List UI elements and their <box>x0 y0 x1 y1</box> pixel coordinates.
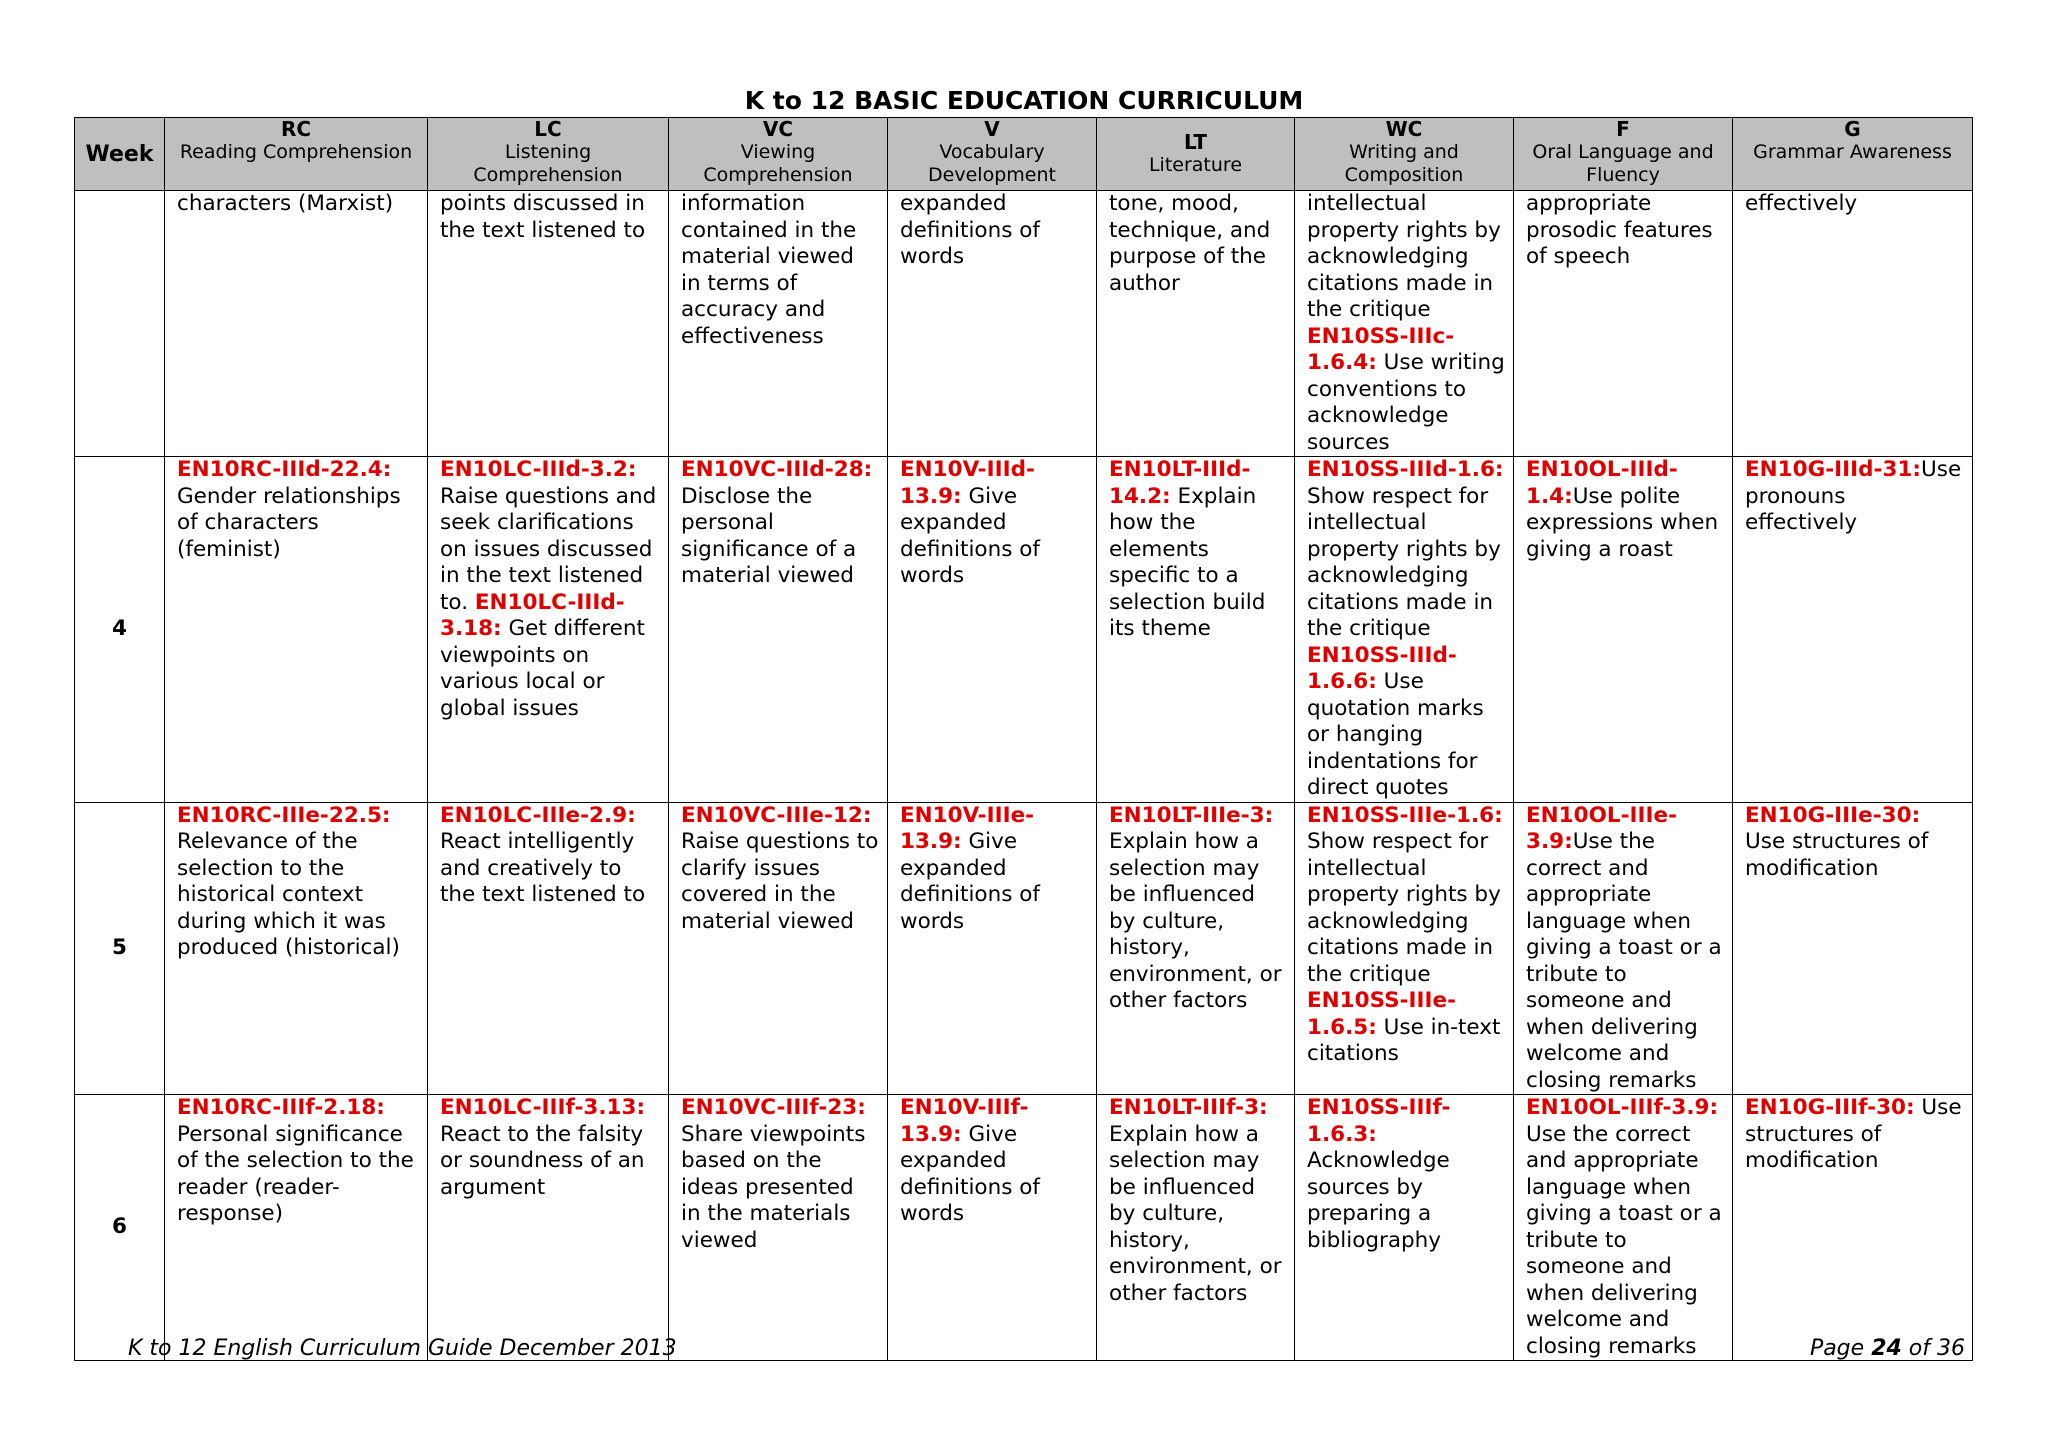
table-row <box>75 191 1973 457</box>
competency-cell <box>428 457 669 803</box>
header-v <box>888 118 1097 191</box>
header-rc <box>165 118 428 191</box>
competency-text: Use the correct and appropriate language when giving a toast or a tribute to someone and when delivering welcome and closing remarks <box>1526 829 1722 1093</box>
competency-text: Show respect for intellectual property rights by acknowledging citations made in the critique <box>1307 829 1501 987</box>
competency-cell <box>1097 802 1295 1095</box>
competency-cell <box>1733 191 1973 457</box>
competency-cell <box>1295 457 1514 803</box>
competency-code: EN10G-IIId-31: <box>1745 457 1921 482</box>
footer-page-number: Page 24 of 36 <box>1809 1336 1965 1361</box>
competency-text: Explain how a selection may be influenced by culture, history, environment, or other factors <box>1109 1121 1282 1306</box>
competency-code: EN10VC-IIIf-23: <box>681 1095 866 1120</box>
competency-text: Use the correct and appropriate language when giving a toast or a tribute to someone and when delivering welcome and closing remarks <box>1526 1121 1722 1359</box>
competency-text: Use pronouns effectively <box>1745 457 1962 535</box>
competency-code: EN10V-IIIe-13.9: <box>900 802 1035 854</box>
header-label: Listening Comprehension <box>473 141 623 186</box>
competency-code: EN10OL-IIIe-3.9: <box>1526 802 1678 854</box>
competency-cell <box>888 457 1097 803</box>
competency-code: EN10V-IIIf-13.9: <box>900 1095 1029 1147</box>
table-header-row <box>75 118 1973 191</box>
competency-cell <box>1514 191 1733 457</box>
header-lc <box>428 118 669 191</box>
competency-text: Relevance of the selection to the historical context during which it was produced (historical) <box>177 829 400 960</box>
competency-code: EN10G-IIIe-30: <box>1745 802 1921 828</box>
table-row <box>75 802 1973 1095</box>
competency-text: Acknowledge sources by preparing a bibliography <box>1307 1148 1450 1253</box>
footer-guide-title: K to 12 English Curriculum Guide December 2013 <box>128 1336 677 1361</box>
competency-cell <box>669 457 888 803</box>
competency-cell <box>1097 1095 1295 1361</box>
header-week: Week <box>75 118 165 191</box>
competency-cell <box>888 802 1097 1095</box>
week-cell: 4 <box>75 457 165 803</box>
table-row <box>75 1095 1973 1361</box>
competency-text: appropriate prosodic features of speech <box>1526 191 1713 269</box>
competency-code: EN10V-IIId-13.9: <box>900 457 1035 509</box>
competency-code: EN10LT-IIIe-3: <box>1109 802 1274 828</box>
competency-cell <box>669 191 888 457</box>
competency-cell <box>428 802 669 1095</box>
competency-cell <box>669 1095 888 1361</box>
curriculum-table <box>74 117 1973 1361</box>
table-row <box>75 457 1973 803</box>
header-g <box>1733 118 1973 191</box>
competency-cell <box>1733 802 1973 1095</box>
header-code: RC <box>280 117 312 141</box>
competency-code: EN10SS-IIIf-1.6.3: <box>1307 1095 1451 1147</box>
week-cell: 5 <box>75 802 165 1095</box>
header-label: Literature <box>1148 154 1243 176</box>
competency-text: tone, mood, technique, and purpose of the author <box>1109 191 1271 296</box>
competency-text: intellectual property rights by acknowledging citations made in the critique <box>1307 191 1501 322</box>
header-code: V <box>984 117 1000 141</box>
competency-code: EN10RC-IIIf-2.18: <box>177 1095 385 1120</box>
header-code: LT <box>1183 130 1208 154</box>
competency-cell <box>1097 457 1295 803</box>
competency-cell <box>1295 1095 1514 1361</box>
week-cell <box>75 191 165 457</box>
competency-text: Explain how a selection may be influenced by culture, history, environment, or other factors <box>1109 829 1282 1013</box>
competency-cell <box>428 1095 669 1361</box>
competency-code: EN10LC-IIId-3.18: <box>440 589 625 641</box>
competency-text: Explain how the elements specific to a selection build its theme <box>1109 483 1266 641</box>
competency-code: EN10LC-IIIe-2.9: <box>440 802 636 828</box>
competency-text: points discussed in the text listened to <box>440 191 646 243</box>
competency-cell <box>888 191 1097 457</box>
competency-text: React intelligently and creatively to the text listened to <box>440 829 646 907</box>
competency-code: EN10LT-IIIf-3: <box>1109 1095 1268 1120</box>
competency-code: EN10LT-IIId-14.2: <box>1109 457 1251 509</box>
header-code: LC <box>534 117 562 141</box>
competency-cell <box>165 802 428 1095</box>
competency-cell <box>1097 191 1295 457</box>
competency-text: Show respect for intellectual property rights by acknowledging citations made in the critique <box>1307 483 1501 641</box>
competency-code: EN10SS-IIId-1.6.6: <box>1307 642 1457 694</box>
competency-text: Use in-text citations <box>1307 1014 1501 1066</box>
competency-code: EN10LC-IIIf-3.13: <box>440 1095 646 1120</box>
competency-text: effectively <box>1745 191 1858 216</box>
header-vc <box>669 118 888 191</box>
competency-text: expanded definitions of words <box>900 191 1040 269</box>
competency-text: Get different viewpoints on various local or global issues <box>440 616 645 721</box>
competency-text: React to the falsity or soundness of an argument <box>440 1121 645 1200</box>
competency-code: EN10SS-IIIe-1.6.5: <box>1307 988 1457 1040</box>
competency-text: Personal significance of the selection to the reader (reader-response) <box>177 1121 414 1226</box>
week-cell: 6 <box>75 1095 165 1361</box>
competency-text: characters (Marxist) <box>177 191 394 216</box>
competency-cell <box>1733 1095 1973 1361</box>
competency-text: Give expanded definitions of words <box>900 483 1040 588</box>
header-code: WC <box>1385 117 1423 141</box>
competency-text: Use quotation marks or hanging indentations for direct quotes <box>1307 669 1484 800</box>
competency-cell <box>669 802 888 1095</box>
document-title: K to 12 BASIC EDUCATION CURRICULUM <box>744 86 1304 115</box>
header-lt <box>1097 118 1295 191</box>
competency-code: EN10G-IIIf-30: <box>1745 1095 1915 1120</box>
competency-text: Share viewpoints based on the ideas presented in the materials viewed <box>681 1121 866 1253</box>
competency-cell <box>165 457 428 803</box>
competency-code: EN10VC-IIIe-12: <box>681 802 872 828</box>
competency-text: Give expanded definitions of words <box>900 829 1040 934</box>
competency-text: Use polite expressions when giving a roast <box>1526 483 1719 562</box>
competency-text: Use writing conventions to acknowledge sources <box>1307 350 1505 455</box>
competency-cell <box>165 1095 428 1361</box>
competency-code: EN10LC-IIId-3.2: <box>440 457 637 482</box>
competency-cell <box>1295 802 1514 1095</box>
competency-cell <box>888 1095 1097 1361</box>
header-code: F <box>1616 117 1630 141</box>
header-label: Writing and Composition <box>1344 141 1464 186</box>
competency-code: EN10RC-IIId-22.4: <box>177 457 392 482</box>
competency-cell <box>428 191 669 457</box>
header-label: Oral Language and Fluency <box>1532 141 1714 186</box>
competency-text: Use structures of modification <box>1745 829 1929 881</box>
header-f <box>1514 118 1733 191</box>
competency-cell <box>1514 1095 1733 1361</box>
competency-cell <box>1295 191 1514 457</box>
competency-code: EN10RC-IIIe-22.5: <box>177 802 391 828</box>
competency-text: Give expanded definitions of words <box>900 1121 1040 1226</box>
header-code: VC <box>762 117 794 141</box>
competency-code: EN10SS-IIId-1.6: <box>1307 457 1504 482</box>
header-label: Viewing Comprehension <box>703 141 853 186</box>
header-label: Vocabulary Development <box>928 141 1056 186</box>
competency-cell <box>1514 802 1733 1095</box>
header-label: Reading Comprehension <box>179 141 413 163</box>
competency-code: EN10OL-IIId-1.4: <box>1526 457 1678 509</box>
competency-code: EN10VC-IIId-28: <box>681 457 873 482</box>
header-label: Grammar Awareness <box>1753 141 1952 163</box>
competency-text: information contained in the material viewed in terms of accuracy and effectiveness <box>681 191 857 349</box>
competency-text: Gender relationships of characters (feminist) <box>177 483 401 562</box>
competency-cell <box>1514 457 1733 803</box>
competency-code: EN10OL-IIIf-3.9: <box>1526 1095 1719 1120</box>
header-code: G <box>1844 117 1861 141</box>
header-wc <box>1295 118 1514 191</box>
competency-cell <box>165 191 428 457</box>
competency-code: EN10SS-IIIe-1.6: <box>1307 802 1503 828</box>
competency-text: Raise questions to clarify issues covered in the material viewed <box>681 829 879 934</box>
competency-cell <box>1733 457 1973 803</box>
competency-text: Disclose the personal significance of a material viewed <box>681 483 857 588</box>
competency-code: EN10SS-IIIc-1.6.4: <box>1307 323 1455 375</box>
competency-text: Use structures of modification <box>1745 1095 1962 1173</box>
competency-text: Raise questions and seek clarifications on issues discussed in the text listened to. <box>440 483 657 615</box>
